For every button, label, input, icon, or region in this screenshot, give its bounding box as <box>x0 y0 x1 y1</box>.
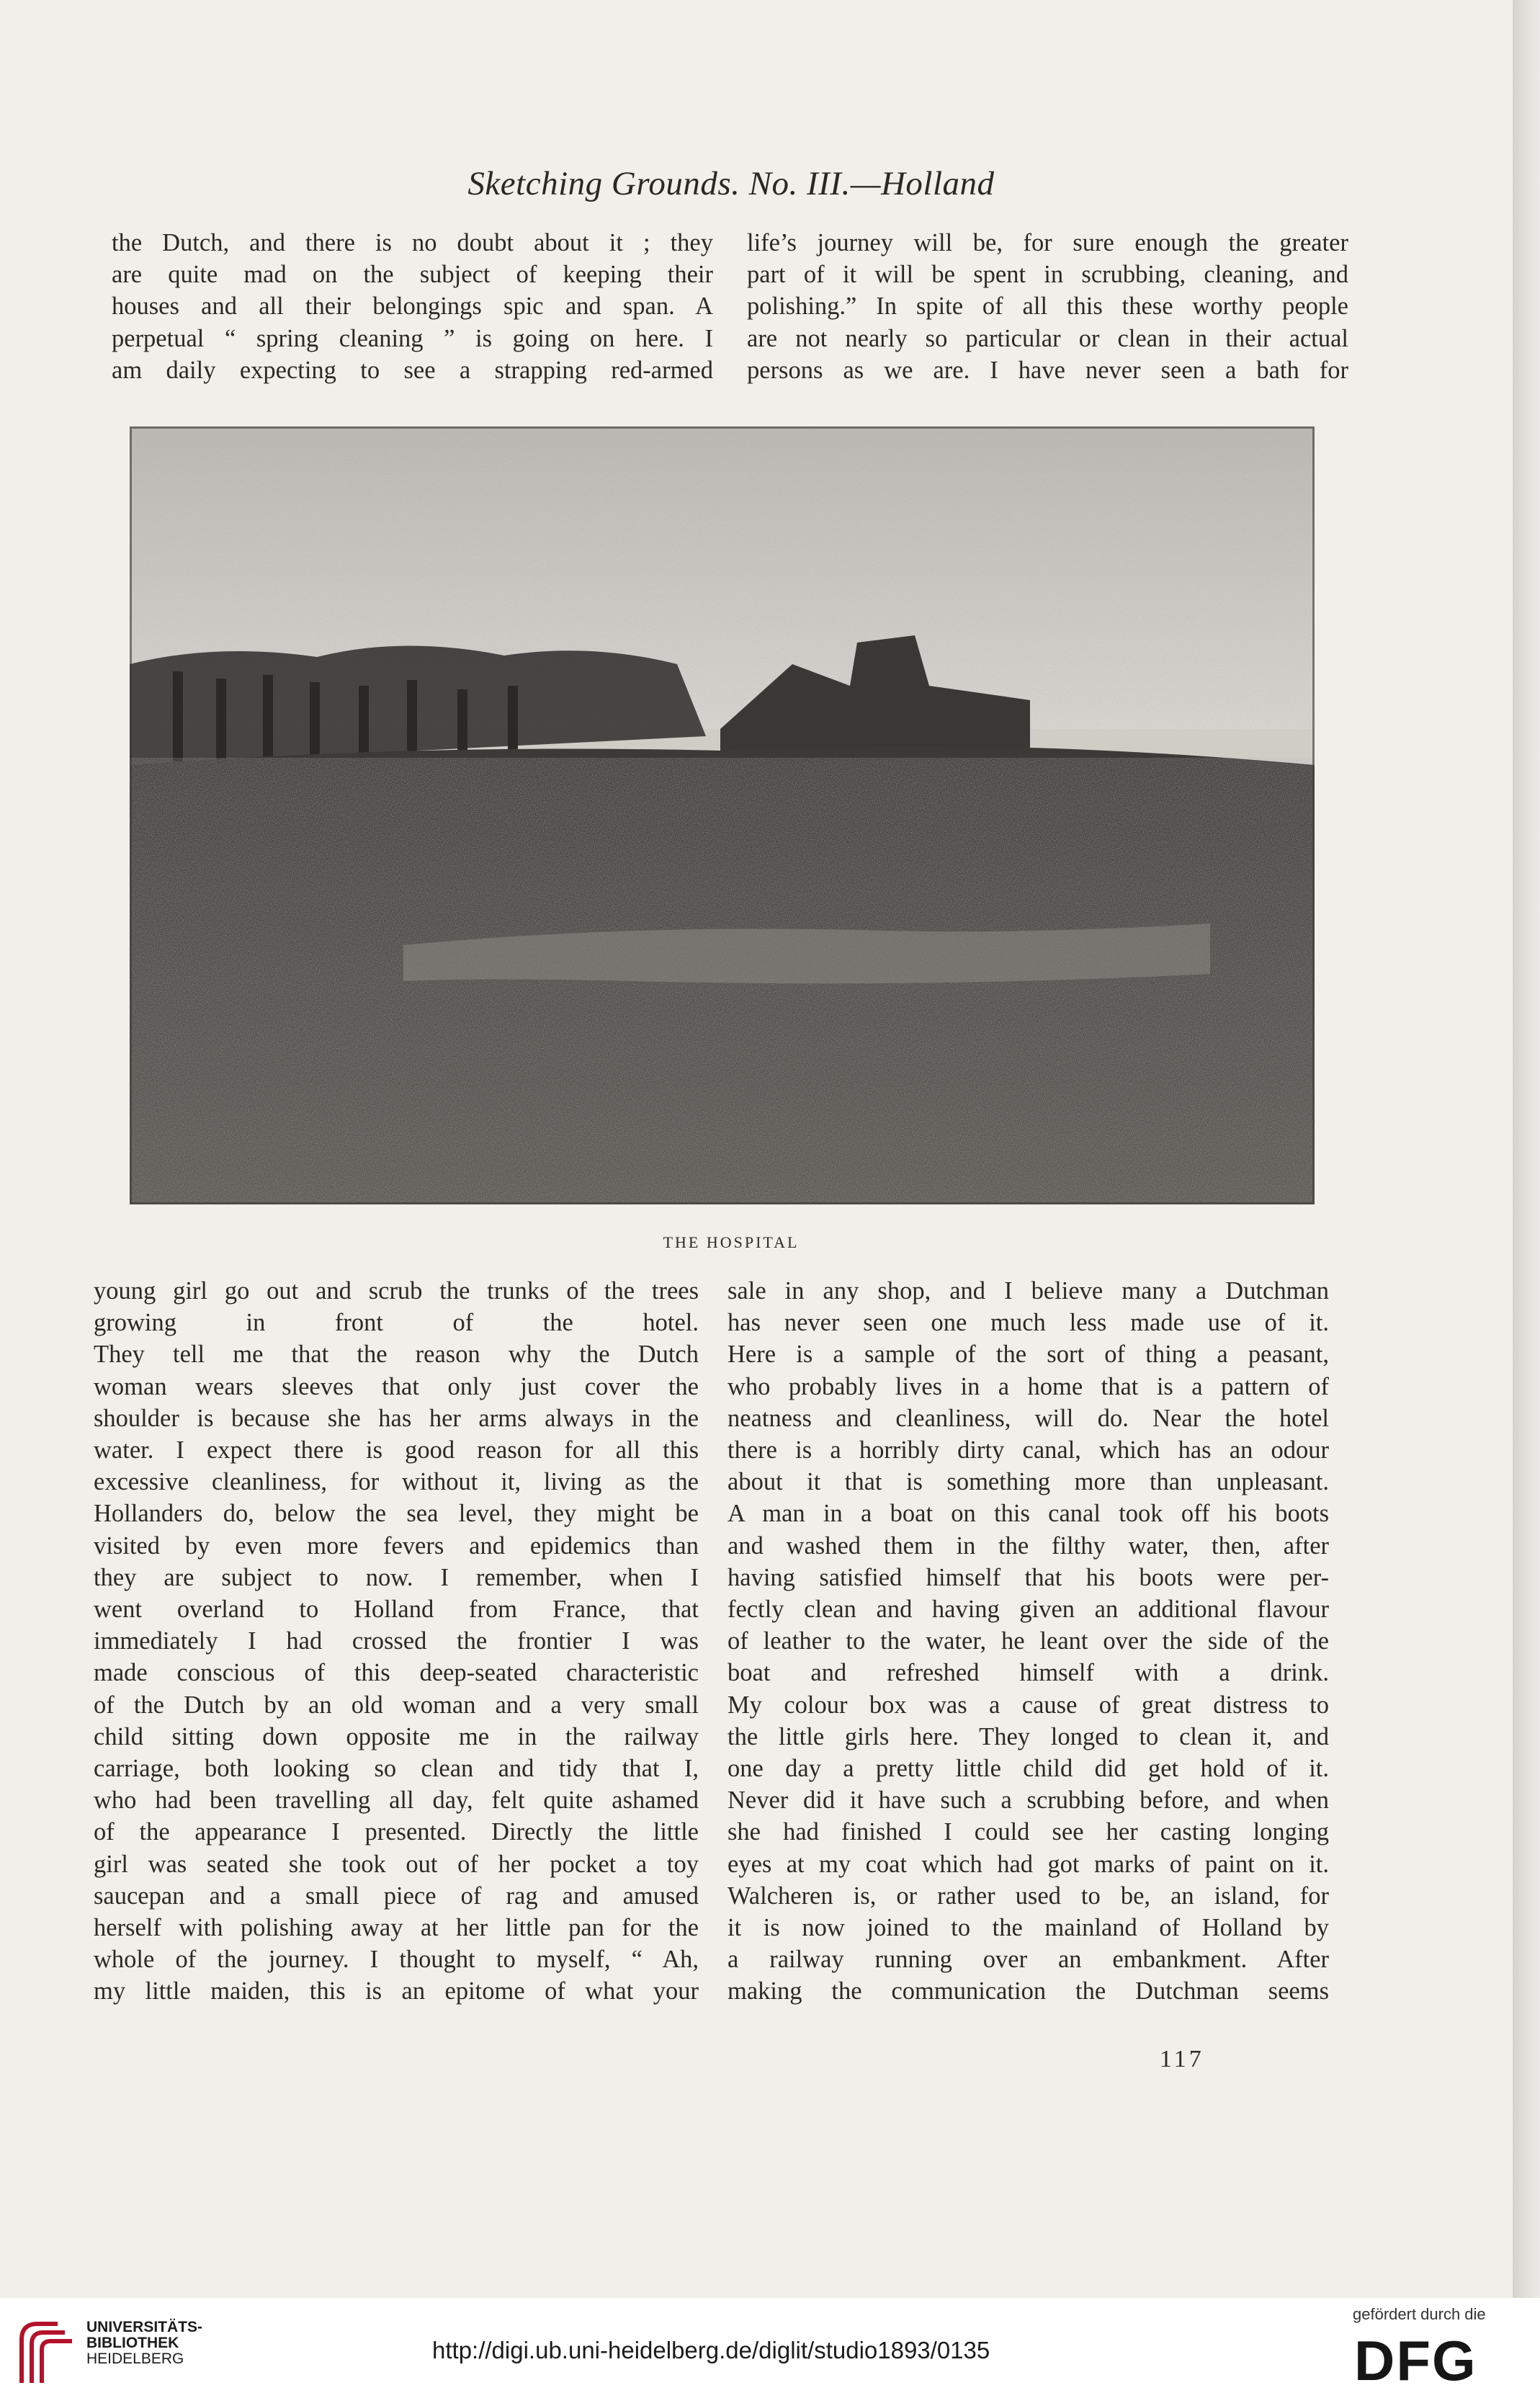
source-url-link[interactable]: http://digi.ub.uni-heidelberg.de/diglit/studio1893/0135 <box>432 2337 990 2363</box>
text-line: girl was seated she took out of her pocket a toy <box>94 1850 699 1878</box>
text-line: of leather to the water, he leant over the side of the <box>728 1627 1329 1655</box>
text-line: has never seen one much less made use of it. <box>728 1309 1329 1337</box>
hospital-illustration <box>130 426 1315 1204</box>
bottom-right-column <box>728 1275 1329 2008</box>
text-line: herself with polishing away at her little pan for the <box>94 1914 699 1942</box>
text-line: are not nearly so particular or clean in their actual <box>747 324 1348 352</box>
text-line: perpetual “ spring cleaning ” is going on here. I <box>112 324 713 352</box>
text-line: Here is a sample of the sort of thing a peasant, <box>728 1341 1329 1369</box>
dfg-logo-text: DFG <box>1354 2334 1477 2384</box>
text-line: who probably lives in a home that is a pattern of <box>728 1372 1329 1400</box>
library-line-3: HEIDELBERG <box>86 2350 184 2367</box>
text-line: who had been travelling all day, felt quite ashamed <box>94 1786 699 1815</box>
text-line: one day a pretty little child did get hold of it. <box>728 1755 1329 1783</box>
text-line: of the Dutch by an old woman and a very small <box>94 1691 699 1719</box>
text-line: eyes at my coat which had got marks of paint on it. <box>728 1850 1329 1878</box>
text-line: They tell me that the reason why the Dutch <box>94 1341 699 1369</box>
text-line: my little maiden, this is an epitome of what your <box>94 1977 699 2005</box>
text-line: having satisfied himself that his boots were per- <box>728 1563 1329 1591</box>
text-line: carriage, both looking so clean and tidy that I, <box>94 1755 699 1783</box>
page-number: 117 <box>1160 2046 1204 2072</box>
bottom-left-column <box>94 1275 699 2008</box>
text-line: whole of the journey. I thought to myself, “ Ah, <box>94 1946 699 1974</box>
text-line: Never did it have such a scrubbing before, and when <box>728 1786 1329 1815</box>
text-line: part of it will be spent in scrubbing, cleaning, and <box>747 261 1348 289</box>
running-head: Sketching Grounds. No. III.—Holland <box>467 165 995 202</box>
text-line: neatness and cleanliness, will do. Near the hotel <box>728 1404 1329 1432</box>
text-line: excessive cleanliness, for without it, living as the <box>94 1468 699 1496</box>
text-line: growing in front of the hotel. <box>94 1309 699 1337</box>
text-line: there is a horribly dirty canal, which has an odour <box>728 1436 1329 1464</box>
university-library-logo-icon <box>14 2318 79 2387</box>
text-line: shoulder is because she has her arms always in the <box>94 1404 699 1432</box>
library-line-2: BIBLIOTHEK <box>86 2335 179 2351</box>
figure-caption: THE HOSPITAL <box>663 1233 800 1251</box>
text-line: boat and refreshed himself with a drink. <box>728 1659 1329 1687</box>
university-library-name <box>86 2320 202 2367</box>
text-line: life’s journey will be, for sure enough the greater <box>747 229 1348 256</box>
text-line: young girl go out and scrub the trunks of the trees <box>94 1277 699 1305</box>
text-line: a railway running over an embankment. After <box>728 1946 1329 1974</box>
text-line: persons as we are. I have never seen a bath for <box>747 356 1348 384</box>
text-line: it is now joined to the mainland of Holland by <box>728 1914 1329 1942</box>
text-line: the Dutch, and there is no doubt about it ; they <box>112 229 713 256</box>
text-line: saucepan and a small piece of rag and amused <box>94 1882 699 1910</box>
text-line: Walcheren is, or rather used to be, an island, for <box>728 1882 1329 1910</box>
text-line: the little girls here. They longed to clean it, and <box>728 1722 1329 1750</box>
dfg-logo-icon <box>1354 2334 1520 2384</box>
text-line: made conscious of this deep-seated characteristic <box>94 1659 699 1687</box>
text-line: sale in any shop, and I believe many a Dutchman <box>728 1277 1329 1305</box>
text-line: went overland to Holland from France, that <box>94 1596 699 1624</box>
text-line: Hollanders do, below the sea level, they might be <box>94 1500 699 1528</box>
text-line: houses and all their belongings spic and span. A <box>112 292 713 321</box>
text-line: woman wears sleeves that only just cover the <box>94 1372 699 1400</box>
text-line: are quite mad on the subject of keeping their <box>112 261 713 289</box>
funding-note: gefördert durch die <box>1353 2305 1486 2323</box>
text-line: immediately I had crossed the frontier I was <box>94 1627 699 1655</box>
text-line: making the communication the Dutchman seems <box>728 1977 1329 2005</box>
text-line: visited by even more fevers and epidemics than <box>94 1531 699 1560</box>
page-edge-shadow <box>1513 0 1540 2298</box>
text-line: of the appearance I presented. Directly the little <box>94 1818 699 1846</box>
top-left-column <box>112 227 713 386</box>
text-line: polishing.” In spite of all this these worthy people <box>747 292 1348 321</box>
library-line-1: UNIVERSITÄTS- <box>86 2319 203 2335</box>
top-right-column <box>747 227 1348 386</box>
text-line: about it that is something more than unpleasant. <box>728 1468 1329 1496</box>
text-line: child sitting down opposite me in the railway <box>94 1722 699 1750</box>
text-line: water. I expect there is good reason for all this <box>94 1436 699 1464</box>
text-line: am daily expecting to see a strapping red-armed <box>112 356 713 384</box>
text-line: they are subject to now. I remember, when I <box>94 1563 699 1591</box>
text-line: A man in a boat on this canal took off his boots <box>728 1500 1329 1528</box>
text-line: fectly clean and having given an additional flavour <box>728 1596 1329 1624</box>
text-line: and washed them in the filthy water, then, after <box>728 1531 1329 1560</box>
text-line: she had finished I could see her casting longing <box>728 1818 1329 1846</box>
text-line: My colour box was a cause of great distress to <box>728 1691 1329 1719</box>
